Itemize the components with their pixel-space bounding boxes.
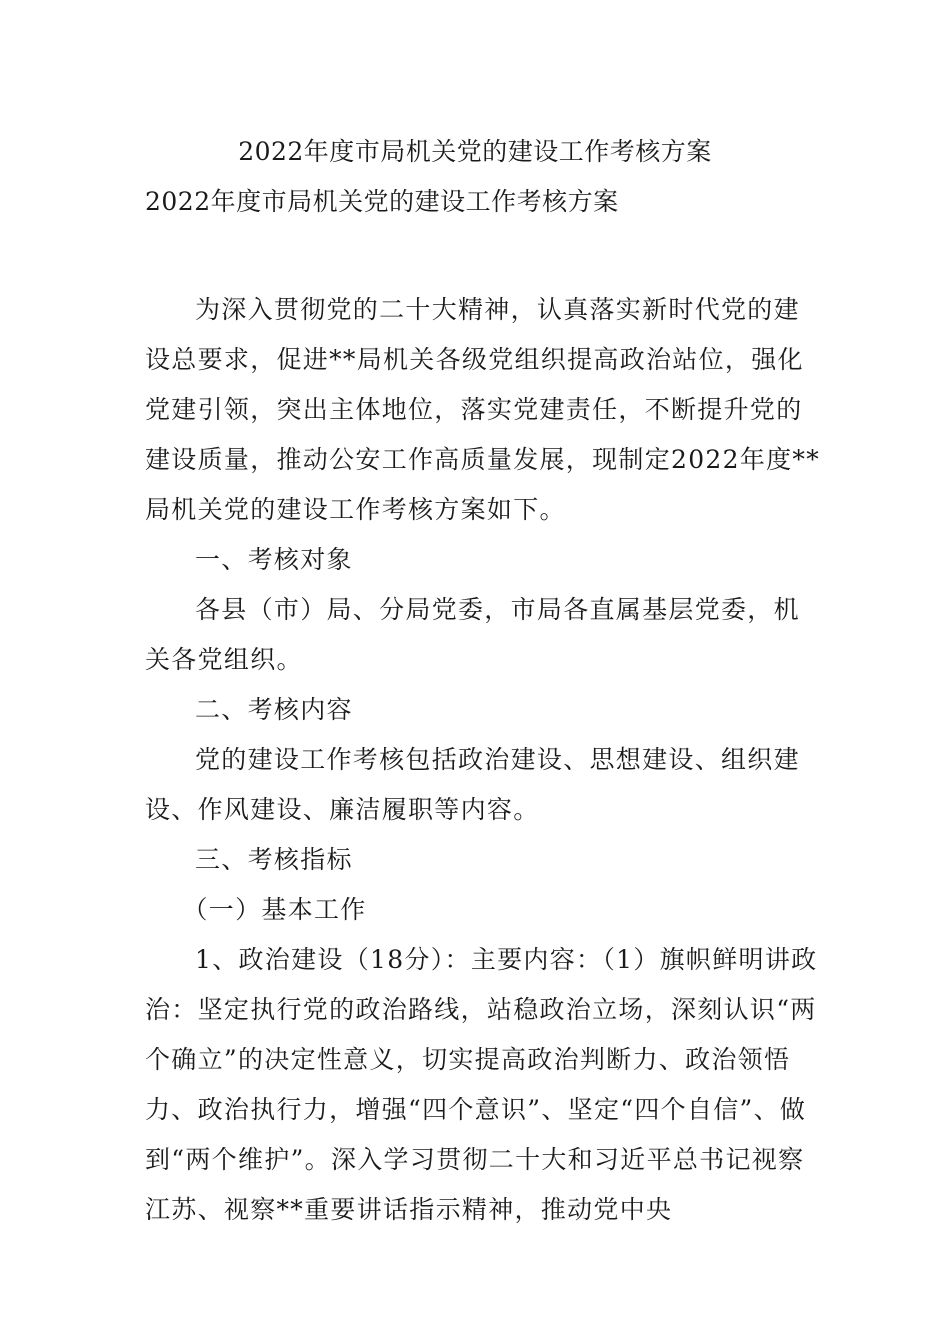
section-heading-assessment-indicators: 三、考核指标 (195, 845, 353, 874)
paragraph-political-construction: 1、政治建设（18分）：主要内容：（1）旗帜鲜明讲政治：坚定执行党的政治路线，站稳政治立场，深刻认识“两个确立”的决定性意义，切实提高政治判断力、政治领悟力、政治执行力，增强“四个意识”、坚定“四个自信”、做到“两个维护”。深入学习贯彻二十大和习近平总书记视察江苏、视察**重要讲话指示精神，推动党中央 (145, 945, 818, 1224)
section-heading-assessment-objects: 一、考核对象 (195, 545, 353, 574)
intro-paragraph: 为深入贯彻党的二十大精神，认真落实新时代党的建设总要求，促进**局机关各级党组织提高政治站位，强化党建引领，突出主体地位，落实党建责任，不断提升党的建设质量，推动公安工作高质量发展，现制定2022年度**局机关党的建设工作考核方案如下。 (145, 295, 821, 524)
document-title: 2022年度市局机关党的建设工作考核方案 (238, 137, 712, 166)
subsection-heading-basic-work: （一）基本工作 (182, 895, 367, 924)
document-body (145, 285, 825, 1235)
paragraph-assessment-objects: 各县（市）局、分局党委，市局各直属基层党委，机关各党组织。 (145, 595, 800, 674)
paragraph-assessment-content: 党的建设工作考核包括政治建设、思想建设、组织建设、作风建设、廉洁履职等内容。 (145, 745, 800, 824)
section-heading-assessment-content: 二、考核内容 (195, 695, 353, 724)
document-subtitle: 2022年度市局机关党的建设工作考核方案 (145, 187, 619, 216)
